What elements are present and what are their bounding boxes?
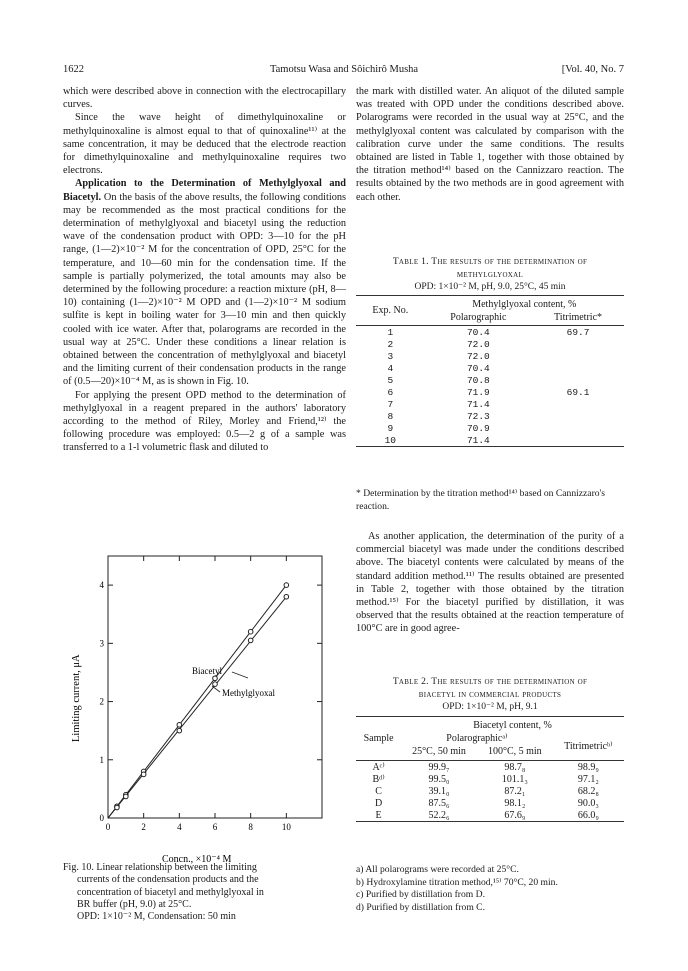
- caption-line: concentration of biacetyl and methylglyoxal in: [77, 886, 264, 898]
- table-cell: E: [375, 809, 382, 821]
- caption-line: Table 1. The results of the determination of: [392, 257, 588, 267]
- caption-line: OPD: 1×10⁻² M, pH, 9.1: [442, 702, 538, 712]
- data-point: [115, 805, 120, 810]
- data-point: [213, 676, 218, 681]
- table-row: [356, 761, 624, 774]
- table-cell: 97.1₂: [577, 773, 599, 785]
- table-cell: 67.6₉: [504, 809, 526, 821]
- table-cell: 69.1: [566, 386, 590, 398]
- table-cell: [532, 338, 624, 350]
- x-tick-label: 4: [177, 822, 182, 832]
- table-cell: 72.3: [466, 410, 490, 422]
- table-cell: 70.9: [466, 422, 490, 434]
- series-label-methylglyoxal: Methylglyoxal: [222, 688, 275, 698]
- table-cell: 68.2₈: [577, 785, 599, 797]
- column-header: 25°C, 50 min: [412, 746, 466, 757]
- note: c) Purified by distillation from D.: [356, 889, 485, 900]
- table-cell: [532, 410, 624, 422]
- column-header: Polarographic: [450, 312, 507, 323]
- table-cell: [532, 374, 624, 386]
- table-cell: [532, 350, 624, 362]
- table-cell: 66.0₉: [577, 809, 599, 821]
- column-header: 100°C, 5 min: [487, 746, 542, 757]
- series-line-0: [108, 585, 286, 818]
- caption-line: Fig. 10. Linear relationship between the limiting: [63, 862, 257, 873]
- table-cell: 4: [387, 362, 394, 374]
- x-tick-label: 6: [212, 822, 218, 832]
- data-point: [141, 772, 146, 777]
- figure-caption: [63, 862, 353, 923]
- data-point: [284, 583, 289, 588]
- table-cell: 90.0₃: [577, 797, 599, 809]
- x-axis-label: Concn., ×10⁻⁴ M: [162, 854, 232, 865]
- data-point: [177, 723, 182, 728]
- table-cell: D: [374, 797, 383, 809]
- table-row: [356, 386, 624, 398]
- table-cell: 3: [387, 350, 394, 362]
- left-column: [63, 85, 346, 455]
- table-cell: 72.0: [466, 350, 490, 362]
- table-cell: 2: [387, 338, 394, 350]
- table-cell: 69.7: [566, 326, 590, 338]
- table1: [356, 295, 624, 447]
- table-cell: 71.4: [466, 434, 490, 446]
- caption-line: OPD: 1×10⁻² M, Condensation: 50 min: [77, 911, 236, 923]
- table-cell: 98.7₈: [504, 761, 526, 773]
- data-point: [248, 629, 253, 634]
- table-cell: 99.5₀: [428, 773, 450, 785]
- table-cell: 5: [387, 374, 394, 386]
- table-row: [356, 797, 624, 809]
- caption-line: biacetyl in commercial products: [418, 689, 562, 700]
- table-row: [356, 410, 624, 422]
- table-cell: 99.9₇: [428, 761, 450, 773]
- table-cell: [532, 362, 624, 374]
- note: d) Purified by distillation from C.: [356, 901, 485, 913]
- table-row: [356, 350, 624, 362]
- table-cell: 71.9: [466, 386, 490, 398]
- table2: [356, 716, 624, 822]
- y-tick-label: 2: [99, 696, 104, 707]
- paragraph: As another application, the determination of the purity of a commercial biacetyl was made under the conditions described above. The biacetyl contents were calculated by means of the standard addition method.¹¹⁾ The results obtained are presented in Table 2, together with those obtained by the titration method.¹⁵⁾ For the biacetyl purified by distillation, it was observed that the results obtained at the reaction temperature of 100°C are in good agree-: [356, 531, 624, 635]
- table-cell: C: [375, 785, 382, 797]
- data-point: [248, 638, 253, 643]
- table-cell: 52.2₆: [428, 809, 450, 821]
- table-cell: 98.1₂: [504, 797, 526, 809]
- table-cell: 101.1₃: [501, 773, 528, 785]
- note: a) All polarograms were recorded at 25°C.: [356, 864, 519, 875]
- table-cell: 87.2₁: [504, 785, 526, 797]
- table-row: [356, 785, 624, 797]
- table-row: [356, 338, 624, 350]
- table-cell: 70.8: [466, 374, 490, 386]
- x-tick-label: 2: [141, 822, 146, 832]
- column-group-header: Methylglyoxal content, %: [472, 299, 577, 310]
- table-cell: Bᵈ⁾: [372, 773, 385, 785]
- table-cell: [532, 398, 624, 410]
- paragraph: which were described above in connection with the electrocapillary curves.: [63, 86, 346, 111]
- x-tick-label: 0: [105, 822, 111, 832]
- paragraph: the mark with distilled water. An aliquot of the diluted sample was treated with OPD under the conditions described above. Polarograms were recorded in the usual way at 25°C, and the methylglyoxal content was calculated by comparison with the calibration curve under the same conditions. The results obtained are listed in Table 1, together with those obtained by the titration method¹⁴⁾ based on the Cannizzaro reaction. The results obtained by the two methods are in good agreement with each other.: [356, 86, 624, 203]
- page-number: 1622: [63, 64, 84, 75]
- table-cell: 6: [387, 386, 394, 398]
- note: b) Hydroxylamine titration method,¹⁵⁾ 70°C, 20 min.: [356, 876, 558, 888]
- y-axis-label: Limiting current, μA: [71, 654, 82, 742]
- series-line-1: [108, 597, 286, 818]
- table-cell: 70.4: [466, 362, 490, 374]
- table-cell: Aᶜ⁾: [372, 761, 385, 773]
- y-tick-label: 3: [99, 638, 104, 649]
- table-cell: 39.1₀: [428, 785, 450, 797]
- table-cell: 72.0: [466, 338, 490, 350]
- data-point: [124, 794, 129, 799]
- y-tick-label: 0: [99, 813, 104, 823]
- x-tick-label: 8: [248, 822, 253, 832]
- table1-caption: [356, 256, 624, 294]
- data-point: [177, 728, 182, 733]
- right-column-bottom: [356, 530, 624, 636]
- data-point: [213, 682, 218, 687]
- paragraph: Since the wave height of dimethylquinoxaline or methylquinoxaline is almost equal to that of quinoxaline¹¹⁾ at the same concentration, it may be deduced that the electrode reaction for dimethylquinoxaline and methylquinoxaline requires two electrons.: [63, 112, 346, 177]
- table1-footnote: * Determination by the titration method¹⁴⁾ based on Cannizzaro's reaction.: [356, 488, 606, 512]
- table-row: [356, 809, 624, 822]
- table-cell: 9: [387, 422, 394, 434]
- column-header: Exp. No.: [372, 305, 409, 316]
- running-authors: Tamotsu Wasa and Sôichirô Musha: [269, 64, 419, 75]
- table-row: [356, 398, 624, 410]
- table-row: [356, 422, 624, 434]
- table-row: [356, 362, 624, 374]
- caption-line: currents of the condensation products and the: [77, 874, 259, 886]
- table2-notes: [356, 864, 624, 914]
- paragraph: For applying the present OPD method to the determination of methylglyoxal in a reagent prepared in the authors' laboratory according to the method of Riley, Morley and Friend,¹²⁾ the following procedure was employed: 0.5—2 g of a sample was transferred to a 1-l volumetric flask and diluted to: [63, 389, 346, 454]
- volume-info: [Vol. 40, No. 7: [561, 64, 624, 75]
- table-cell: [532, 422, 624, 434]
- right-column-top: [356, 85, 624, 204]
- data-point: [284, 594, 289, 599]
- paragraph: [63, 177, 346, 388]
- y-tick-label: 1: [99, 754, 104, 765]
- section-heading: Application to the Determination of Methylglyoxal and Biacetyl.: [63, 178, 346, 203]
- caption-line: Table 2. The results of the determination of: [392, 677, 588, 687]
- table-cell: [532, 434, 624, 447]
- caption-line: BR buffer (pH, 9.0) at 25°C.: [77, 898, 192, 910]
- table-cell: 1: [387, 326, 394, 338]
- series-label-biacetyl: Biacetyl: [192, 666, 222, 676]
- table-cell: 87.5₆: [428, 797, 450, 809]
- table-row: [356, 434, 624, 447]
- table-row: [356, 374, 624, 386]
- caption-line: OPD: 1×10⁻² M, pH, 9.0, 25°C, 45 min: [414, 282, 566, 292]
- table-row: [356, 773, 624, 785]
- x-tick-label: 10: [281, 822, 291, 832]
- table-cell: 70.4: [466, 326, 490, 338]
- table-cell: 10: [384, 434, 396, 446]
- table2-caption: [356, 676, 624, 714]
- column-header: Polarographicᵃ⁾: [446, 733, 508, 744]
- table-cell: 98.9₉: [577, 761, 599, 773]
- figure-10-chart: [52, 530, 352, 870]
- column-header: Sample: [363, 733, 394, 744]
- column-header: Titrimetricᵇ⁾: [564, 740, 613, 752]
- y-tick-label: 4: [99, 580, 104, 591]
- label-leader: [232, 672, 248, 678]
- caption-line: methylglyoxal: [456, 269, 524, 280]
- table-cell: 7: [387, 398, 394, 410]
- table-cell: 8: [387, 410, 394, 422]
- label-leader: [212, 686, 220, 692]
- table-cell: 71.4: [466, 398, 490, 410]
- paragraph-body: On the basis of the above results, the following conditions may be recommended as the most practical conditions for the determination of methylglyoxal and biacetyl using the reduction wave of the condensation product with OPD: 3—10 for the pH range, (1—2)×10⁻² M for the concentration of OPD, 25°C for the temperature, and 10—60 min for the condensation time. If the sample is partially polymerized, the total amounts may also be determined by the following procedure: a reaction mixture (pH, 8—10) containing (1—2)×10⁻² M OPD and (1—2)×10⁻² M sodium sulfite is kept in boiling water for 3—10 min and then quickly cooled with ice water. After that, polarograms are recorded in the usual way at 25°C. Under these conditions a linear relation is obtained between the concentration of methylglyoxal and biacetyl and the limiting current of their condensation products in the range of (0.5—20)×10⁻⁴ M, as is shown in Fig. 10.: [63, 191, 347, 388]
- table-row: [356, 326, 624, 339]
- column-group-header: Biacetyl content, %: [473, 720, 552, 731]
- column-header: Titrimetric*: [554, 312, 603, 323]
